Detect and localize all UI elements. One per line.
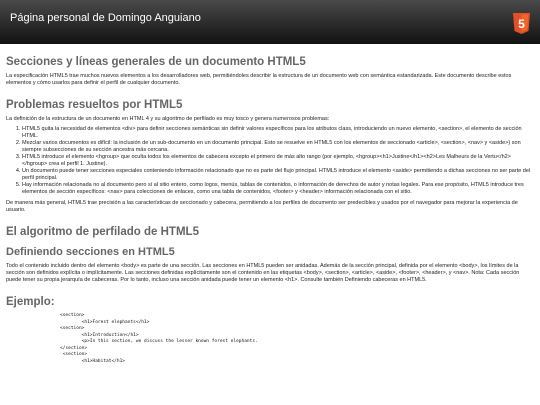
subsection-heading-defining: Definiendo secciones en HTML5 bbox=[6, 246, 175, 258]
list-item: 2. Mezclar varios documentos es difícil: la inclusión de un sub-documento en un documento principal. Esto se resuelve en HTML5 con los elementos de seccionado <article>, <section>, <nav> y <aside>) son siempre subsecciones de su sección ancestra más cercana. bbox=[22, 140, 534, 154]
svg-text:5: 5 bbox=[518, 17, 525, 31]
paragraph-defining: Todo el contenido incluido dentro del elemento <body> es parte de una sección. Las secciones en HTML5 pueden ser anidadas. Además de la sección principal, definida por el elemento <body>, los límites de la sección son definidos explícita o implícitamente. Las secciones definidas explícitamente son el contenido en las etiquetas <body>, <section>, <article>, <aside>, <footer>, <header>, y <nav>. Nota: Cada sección puede tener su propia jerarquía de cabeceras. Por lo tanto, incluso una sección anidada puede tener un elemento <h1>. Consulte también Definiendo cabeceras en HTML5. bbox=[6, 263, 520, 283]
code-example: <section> <h1>Forest elephants</h1> <section> <h1>Introduction</h1> <p>In this section, we discuss the lesser known forest elephants. </section> <section> <h1>Habitat</h1> bbox=[60, 313, 258, 364]
page-header bbox=[0, 0, 540, 44]
section-heading-outlines: Secciones y líneas generales de un documento HTML5 bbox=[6, 56, 306, 68]
list-item: 3. HTML5 introduce el elemento <hgroup> que oculta todos los elementos de cabecera excepto el primero de más alto rango (por ejemplo, <hgroup><h1>Justine</h1><h2>Les Malheurs de la Vertu</h2></hgroup> crea el perfil 1. Justine). bbox=[22, 154, 534, 168]
section-heading-example: Ejemplo: bbox=[6, 296, 55, 308]
paragraph-problems-summary: De manera más general, HTML5 trae precisión a las características de seccionado y cabecera, permitiendo a los perfiles de documento ser predecibles y usados por el navegador para mejorar la experiencia de usuario. bbox=[6, 200, 518, 213]
html5-logo-icon bbox=[513, 13, 530, 34]
section-heading-problems: Problemas resueltos por HTML5 bbox=[6, 99, 183, 111]
paragraph-intro: La especificación HTML5 trae muchos nuevos elementos a los desarrolladores web, permitiéndoles describir la estructura de un documento web con semántica estandarizada. Este documento describe estos elementos y cómo usarlos para definir el perfil de cualquier documento. bbox=[6, 73, 512, 86]
list-item: 5. Hay información relacionada no al documento pero sí al sitio entero, como logos, menús, tablas de contenidos, o información de derechos de autor y notas legales. Para ese propósito, HTML5 introduce tres elementos de sección específicos: <nav> para colecciones de enlaces, como una tabla de contenidos, <footer> y <header> información relacionada con el sitio. bbox=[22, 182, 534, 196]
page-title: Página personal de Domingo Anguiano bbox=[10, 12, 201, 24]
main-content bbox=[0, 56, 540, 365]
paragraph-problems-intro: La definición de la estructura de un documento en HTML 4 y su algoritmo de perfilado es muy tosco y genera numerosos problemas: bbox=[6, 116, 330, 122]
list-item: 4. Un documento puede tener secciones especiales conteniendo información relacionado que no es parte del flujo principal. HTML5 introduce el elemento <aside> permitiendo a dichas secciones no ser parte del perfil principal. bbox=[22, 168, 534, 182]
problems-list bbox=[6, 126, 534, 196]
list-item: 1. HTML5 quita la necesidad de elementos <div> para definir secciones semánticas sin definir valores específicos para los atributos class, introduciendo un nuevo elemento, <section>, el elemento de sección HTML. bbox=[22, 126, 534, 140]
section-heading-algorithm: El algoritmo de perfilado de HTML5 bbox=[6, 226, 199, 238]
